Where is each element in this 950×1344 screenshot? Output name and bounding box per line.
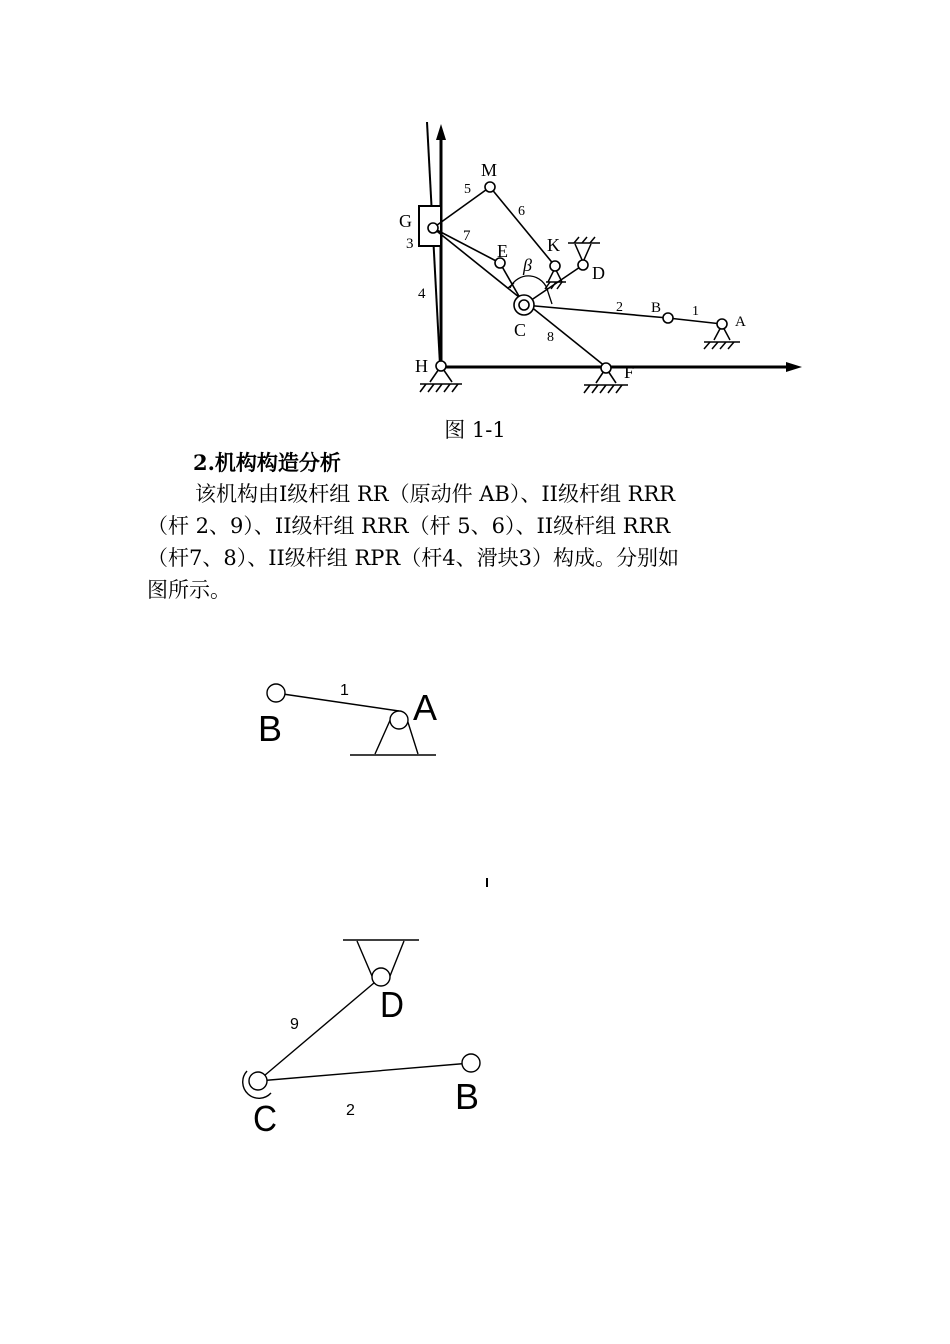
joint-d (578, 260, 588, 270)
paragraph-line: 该机构由I级杆组 RR（原动件 AB）、II级杆组 RRR (195, 482, 676, 506)
joint-b (462, 1054, 480, 1072)
label-link-7: 7 (463, 228, 471, 244)
joint-m (485, 182, 495, 192)
label-link-1: 1 (692, 304, 699, 319)
label-h: H (415, 356, 428, 376)
joint-f (601, 363, 611, 373)
joint-c (249, 1072, 267, 1090)
rrr-group-diagram (225, 930, 510, 1140)
label-d: D (380, 984, 404, 1025)
link-2 (258, 1063, 471, 1081)
label-link-1: 1 (340, 682, 349, 699)
label-beta: β (523, 255, 532, 275)
figure-caption: 图 1-1 (444, 418, 506, 442)
paragraph-line: （杆 2、9）、II级杆组 RRR（杆 5、6）、II级杆组 RRR (147, 514, 671, 538)
section-heading: 2.机构构造分析 (193, 450, 341, 475)
joint-a (390, 711, 408, 729)
paragraph-line: 图所示。 (147, 578, 231, 602)
joint-b (267, 684, 285, 702)
label-c: C (514, 320, 527, 340)
label-link-4: 4 (418, 286, 426, 302)
label-a: A (735, 314, 746, 330)
label-link-9: 9 (290, 1016, 299, 1033)
link-9 (258, 977, 381, 1081)
label-f: F (624, 362, 635, 382)
link-1 (276, 693, 399, 711)
stray-mark (486, 878, 488, 887)
label-link-8: 8 (547, 330, 554, 345)
label-link-5: 5 (464, 182, 471, 197)
label-link-2: 2 (616, 300, 623, 315)
label-g: G (399, 211, 412, 231)
label-m: M (481, 160, 498, 180)
joint-c (519, 300, 529, 310)
joint-b (663, 313, 673, 323)
label-b: B (455, 1076, 479, 1117)
rr-group-diagram (250, 670, 450, 770)
label-link-6: 6 (518, 204, 525, 219)
label-b: B (651, 300, 662, 316)
joint-g (428, 223, 438, 233)
label-e: E (497, 241, 508, 261)
d-support (568, 237, 600, 262)
paragraph-line: （杆7、8）、II级杆组 RPR（杆4、滑块3）构成。分别如 (147, 546, 679, 570)
joint-k (550, 261, 560, 271)
label-b: B (258, 708, 282, 749)
label-k: K (547, 235, 560, 255)
label-link-2: 2 (346, 1102, 355, 1119)
joint-h (436, 361, 446, 371)
link-2-cb (524, 305, 668, 318)
label-link-3: 3 (406, 236, 414, 252)
mechanism-diagram (395, 115, 810, 405)
label-d: D (592, 263, 605, 283)
label-a: A (413, 687, 437, 728)
label-c: C (253, 1098, 277, 1139)
analysis-paragraph (147, 478, 807, 606)
joint-a (717, 319, 727, 329)
